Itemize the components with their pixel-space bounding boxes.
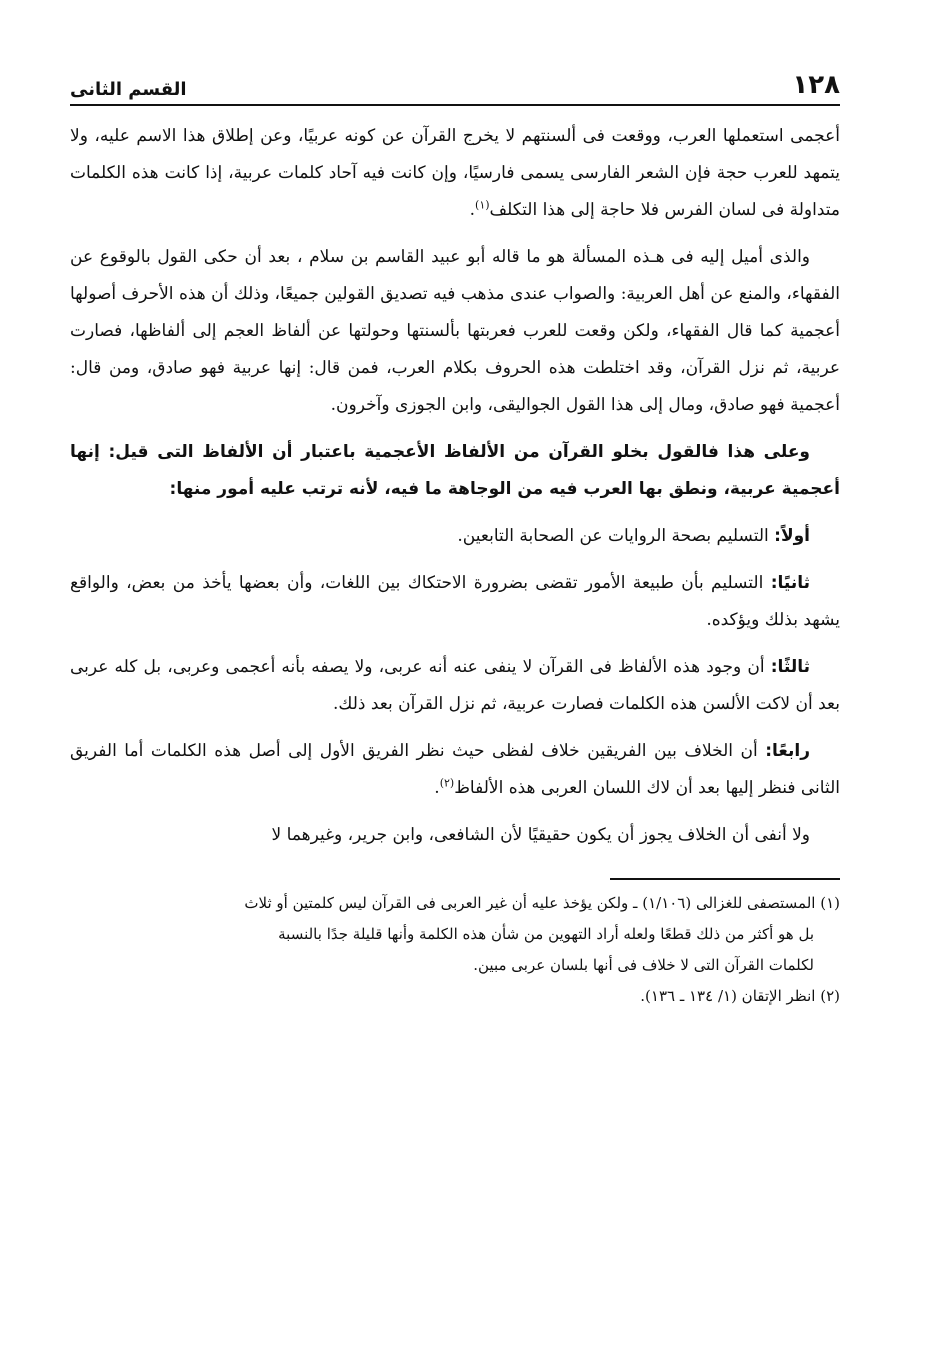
point-2-lead: ثانيًا: [770, 573, 810, 593]
point-2-text: التسليم بأن طبيعة الأمور تقضى بضرورة الاحتكاك بين اللغات، وأن بعضها يأخذ من بعض، والواقع يشهد بذلك ويؤكده. [70, 573, 840, 630]
main-text [70, 118, 840, 854]
point-4 [70, 733, 840, 807]
paragraph-2: والذى أميل إليه فى هـذه المسألة هو ما قاله أبو عبيد القاسم بن سلام ، بعد أن حكى القول بالوقوع عن الفقهاء، والمنع عن أهل العربية: والصواب عندى مذهب فيه تصديق القولين جميعًا، وذلك أن هذه الأحرف أصولها أعجمية كما قال الفقهاء، ولكن وقعت للعرب فعربتها بألسنتها وحولتها عن ألفاظ العجم إلى ألفاظها، فصارت عربية، ثم نزل القرآن، وقد اختلطت هذه الحروف بكلام العرب، فمن قال: إنها عربية فهو صادق، ومن قال: أعجمية فهو صادق، ومال إلى هذا القول الجواليقى، وابن الجوزى وآخرون. [70, 247, 840, 415]
paragraph-3-bold: وعلى هذا فالقول بخلو القرآن من الألفاظ الأعجمية باعتبار أن الألفاظ التى قيل: إنها أعجمية عربية، ونطق بها العرب فيه من الوجاهة ما فيه، لأنه ترتب عليه أمور منها: [70, 442, 840, 499]
point-1 [70, 518, 840, 555]
footnote-1-line-2: بل هو أكثر من ذلك قطعًا ولعله أراد التهوين من شأن هذه الكلمة وأنها قليلة جدًا بالنسبة [278, 925, 814, 943]
footnote-1-line-3: لكلمات القرآن التى لا خلاف فى أنها بلسان عربى مبين. [473, 956, 814, 974]
point-3 [70, 649, 840, 723]
point-3-lead: ثالثًا: [770, 657, 810, 677]
footnotes [70, 888, 840, 1012]
footnote-ref-2: (٢) [439, 776, 455, 790]
paragraph-1 [70, 118, 840, 229]
point-4-text: أن الخلاف بين الفريقين خلاف لفظى حيث نظر الفريق الأول إلى أصل هذه الكلمات أما الفريق الثانى فنظر إليها بعد أن لاك اللسان العربى هذه الألفاظ [70, 741, 840, 798]
footnote-divider [610, 878, 840, 880]
point-2 [70, 565, 840, 639]
paragraph-end: . [434, 778, 440, 798]
point-3-text: أن وجود هذه الألفاظ فى القرآن لا ينفى عنه أنه عربى، ولا يصفه بأنه أعجمى وعربى، بل كله عربى بعد أن لاكت الألسن هذه الكلمات فصارت عربية، ثم نزل القرآن بعد ذلك. [70, 657, 840, 714]
point-1-lead: أولاً: [774, 526, 810, 546]
paragraph-end: . [469, 200, 476, 220]
point-1-text: التسليم بصحة الروايات عن الصحابة التابعين. [457, 526, 775, 546]
running-title: القسم الثانى [70, 79, 187, 100]
page-number: ١٢٨ [792, 70, 840, 100]
paragraph-8: ولا أنفى أن الخلاف يجوز أن يكون حقيقيًا لأن الشافعى، وابن جرير، وغيرهما لا [271, 825, 810, 845]
page-header [70, 60, 840, 106]
book-page [70, 60, 840, 1326]
paragraph-text: أعجمى استعملها العرب، ووقعت فى ألسنتهم لا يخرج القرآن عن كونه عربيًا، وعن إطلاق هذا الاسم عليه، ولا يتمهد للعرب حجة فإن الشعر الفارسى يسمى فارسيًا، وإن كانت فيه آحاد كلمات عربية، إذا كانت هذه الكلمات متداولة فى لسان الفرس فلا حاجة إلى هذا التكلف [70, 126, 840, 220]
point-4-lead: رابعًا: [765, 741, 810, 761]
footnote-1-line-1: (١) المستصفى للغزالى (١/١٠٦) ـ ولكن يؤخذ عليه أن غير العربى فى القرآن ليس كلمتين أو ثلاث [244, 894, 840, 912]
footnote-ref-1: (١) [475, 198, 490, 212]
footnote-2: (٢) انظر الإتقان (١/ ١٣٤ ـ ١٣٦). [640, 987, 840, 1005]
